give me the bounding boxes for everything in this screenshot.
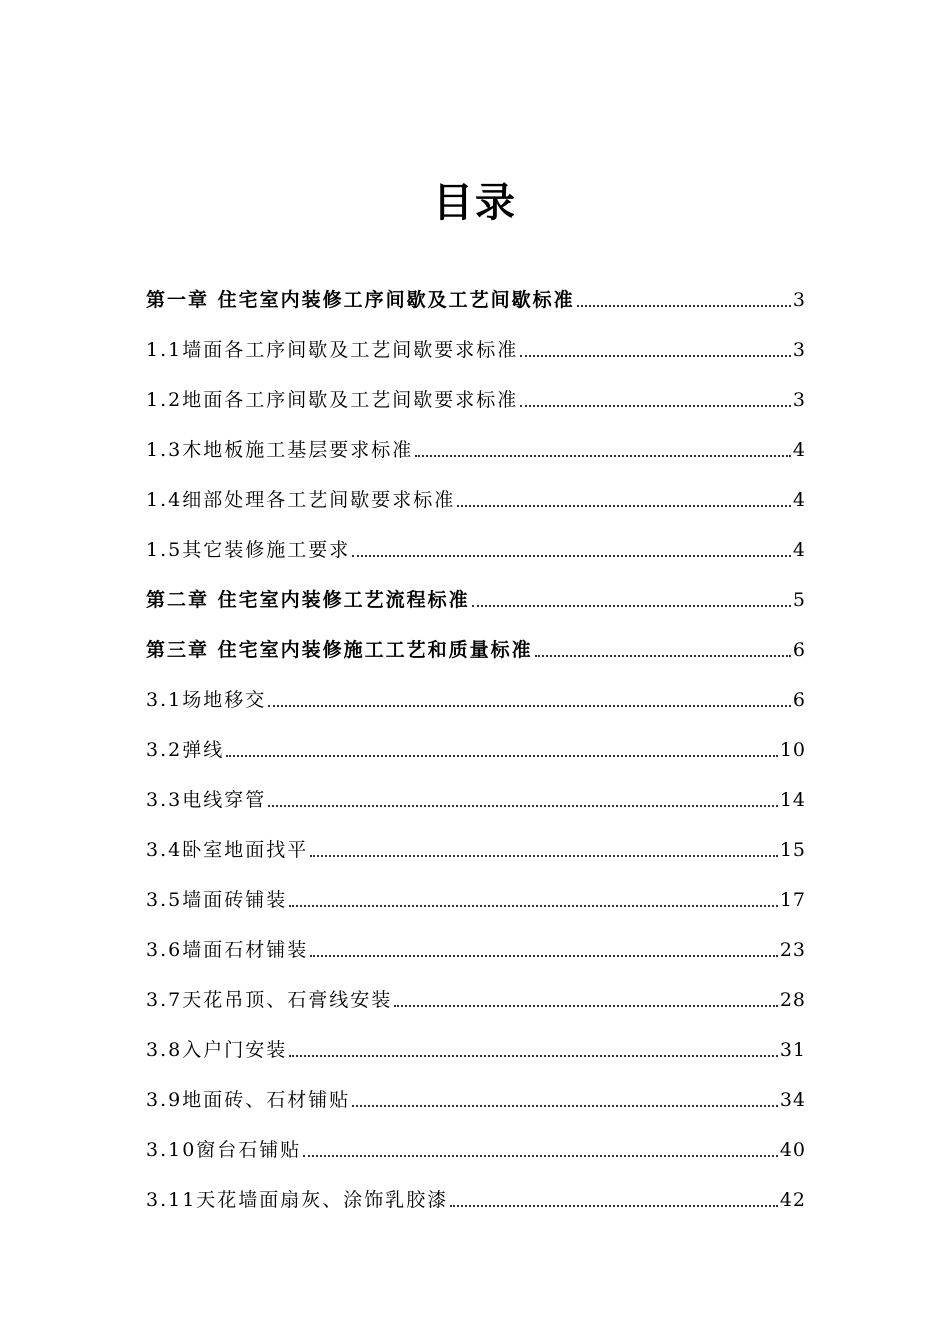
toc-section-entry[interactable] <box>146 875 806 925</box>
toc-section-entry[interactable] <box>146 1075 806 1125</box>
toc-page-number: 28 <box>779 989 806 1011</box>
toc-entry-label: 1.5其它装修施工要求 <box>146 539 351 561</box>
toc-entry-label: 3.11天花墙面扇灰、涂饰乳胶漆 <box>146 1189 449 1211</box>
toc-entry-label: 3.10窗台石铺贴 <box>146 1139 302 1161</box>
toc-chapter-entry[interactable] <box>146 575 806 625</box>
toc-page-number: 17 <box>779 889 806 911</box>
toc-entry-label: 1.2地面各工序间歇及工艺间歇要求标准 <box>146 389 519 411</box>
toc-entry-label: 1.3木地板施工基层要求标准 <box>146 439 414 461</box>
toc-chapter-entry[interactable] <box>146 275 806 325</box>
toc-section-entry[interactable] <box>146 825 806 875</box>
page-title: 目录 <box>433 179 517 226</box>
toc-entry-label: 3.6墙面石材铺装 <box>146 939 309 961</box>
toc-dot-leader <box>268 804 778 807</box>
toc-page-number: 6 <box>792 639 806 661</box>
toc-page-number: 3 <box>792 389 806 411</box>
toc-entry-label: 3.5墙面砖铺装 <box>146 889 288 911</box>
toc-entry-label: 3.7天花吊顶、石膏线安装 <box>146 989 393 1011</box>
toc-dot-leader <box>520 354 791 357</box>
table-of-contents <box>146 275 806 1225</box>
toc-page-number: 5 <box>792 589 806 611</box>
toc-section-entry[interactable] <box>146 925 806 975</box>
toc-dot-leader <box>268 704 791 707</box>
toc-dot-leader <box>289 904 778 907</box>
toc-dot-leader <box>303 1154 778 1157</box>
toc-page-number: 23 <box>779 939 806 961</box>
toc-entry-label: 3.4卧室地面找平 <box>146 839 309 861</box>
toc-page-number: 31 <box>779 1039 806 1061</box>
toc-entry-label: 3.2弹线 <box>146 739 225 761</box>
toc-dot-leader <box>450 1204 778 1207</box>
toc-entry-label: 第三章 住宅室内装修施工工艺和质量标准 <box>146 639 533 661</box>
toc-page-number: 4 <box>792 439 806 461</box>
toc-section-entry[interactable] <box>146 525 806 575</box>
toc-dot-leader <box>394 1004 778 1007</box>
toc-page-number: 40 <box>779 1139 806 1161</box>
toc-dot-leader <box>535 654 791 657</box>
toc-section-entry[interactable] <box>146 475 806 525</box>
toc-dot-leader <box>352 554 791 557</box>
toc-section-entry[interactable] <box>146 775 806 825</box>
toc-section-entry[interactable] <box>146 725 806 775</box>
toc-section-entry[interactable] <box>146 325 806 375</box>
toc-entry-label: 3.9地面砖、石材铺贴 <box>146 1089 351 1111</box>
toc-page-number: 15 <box>779 839 806 861</box>
toc-dot-leader <box>472 604 791 607</box>
toc-dot-leader <box>310 954 778 957</box>
toc-section-entry[interactable] <box>146 425 806 475</box>
toc-section-entry[interactable] <box>146 1025 806 1075</box>
toc-dot-leader <box>577 304 791 307</box>
toc-section-entry[interactable] <box>146 1175 806 1225</box>
toc-dot-leader <box>457 504 791 507</box>
toc-page-number: 3 <box>792 289 806 311</box>
toc-page-number: 34 <box>779 1089 806 1111</box>
toc-page-number: 14 <box>779 789 806 811</box>
toc-dot-leader <box>226 754 778 757</box>
toc-entry-label: 1.4细部处理各工艺间歇要求标准 <box>146 489 456 511</box>
toc-entry-label: 3.8入户门安装 <box>146 1039 288 1061</box>
toc-page-number: 4 <box>792 539 806 561</box>
toc-page-number: 6 <box>792 689 806 711</box>
toc-page-number: 3 <box>792 339 806 361</box>
toc-entry-label: 3.3电线穿管 <box>146 789 267 811</box>
toc-chapter-entry[interactable] <box>146 625 806 675</box>
toc-entry-label: 第一章 住宅室内装修工序间歇及工艺间歇标准 <box>146 289 575 311</box>
toc-section-entry[interactable] <box>146 675 806 725</box>
toc-entry-label: 1.1墙面各工序间歇及工艺间歇要求标准 <box>146 339 519 361</box>
toc-section-entry[interactable] <box>146 975 806 1025</box>
toc-entry-label: 第二章 住宅室内装修工艺流程标准 <box>146 589 470 611</box>
toc-dot-leader <box>415 454 791 457</box>
toc-entry-label: 3.1场地移交 <box>146 689 267 711</box>
toc-dot-leader <box>352 1104 778 1107</box>
toc-dot-leader <box>310 854 778 857</box>
toc-dot-leader <box>520 404 791 407</box>
toc-page-number: 10 <box>779 739 806 761</box>
toc-page-number: 4 <box>792 489 806 511</box>
toc-dot-leader <box>289 1054 778 1057</box>
toc-page-number: 42 <box>779 1189 806 1211</box>
toc-section-entry[interactable] <box>146 1125 806 1175</box>
toc-section-entry[interactable] <box>146 375 806 425</box>
